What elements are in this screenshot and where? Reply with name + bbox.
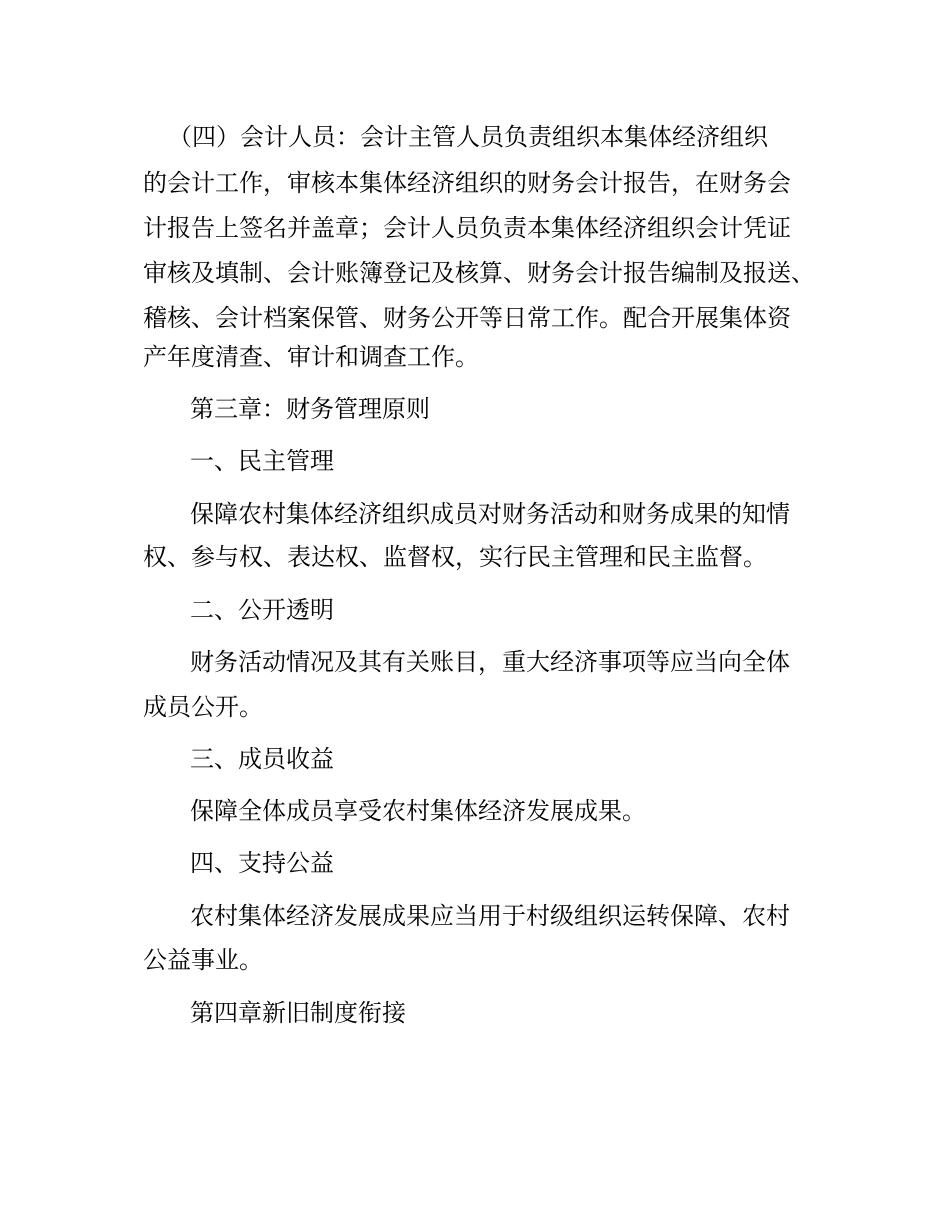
paragraph-line: 计报告上签名并盖章；会计人员负责本集体经济组织会计凭证 xyxy=(143,214,791,242)
paragraph-line: 财务活动情况及其有关账目，重大经济事项等应当向全体 xyxy=(190,648,790,676)
section-heading: 三、成员收益 xyxy=(190,745,334,773)
section-heading: 四、支持公益 xyxy=(190,849,334,877)
section-heading: 一、民主管理 xyxy=(190,447,334,475)
chapter-heading: 第三章：财务管理原则 xyxy=(190,395,430,423)
paragraph-line: 的会计工作，审核本集体经济组织的财务会计报告，在财务会 xyxy=(143,169,791,197)
paragraph-line: 成员公开。 xyxy=(143,693,263,721)
paragraph-line: 农村集体经济发展成果应当用于村级组织运转保障、农村 xyxy=(190,902,790,930)
chapter-heading: 第四章新旧制度衔接 xyxy=(190,999,406,1027)
paragraph-line: 保障农村集体经济组织成员对财务活动和财务成果的知情 xyxy=(190,500,790,528)
paragraph-line: 权、参与权、表达权、监督权，实行民主管理和民主监督。 xyxy=(143,543,767,571)
paragraph-line: 公益事业。 xyxy=(143,946,263,974)
paragraph-line: （四）会计人员：会计主管人员负责组织本集体经济组织 xyxy=(168,123,768,151)
paragraph-line: 产年度清查、审计和调查工作。 xyxy=(143,343,479,371)
section-heading: 二、公开透明 xyxy=(190,596,334,624)
paragraph-line: 稽核、会计档案保管、财务公开等日常工作。配合开展集体资 xyxy=(143,304,791,332)
paragraph-line: 保障全体成员享受农村集体经济发展成果。 xyxy=(190,797,646,825)
paragraph-line: 审核及填制、会计账簿登记及核算、财务会计报告编制及报送、 xyxy=(143,259,815,287)
